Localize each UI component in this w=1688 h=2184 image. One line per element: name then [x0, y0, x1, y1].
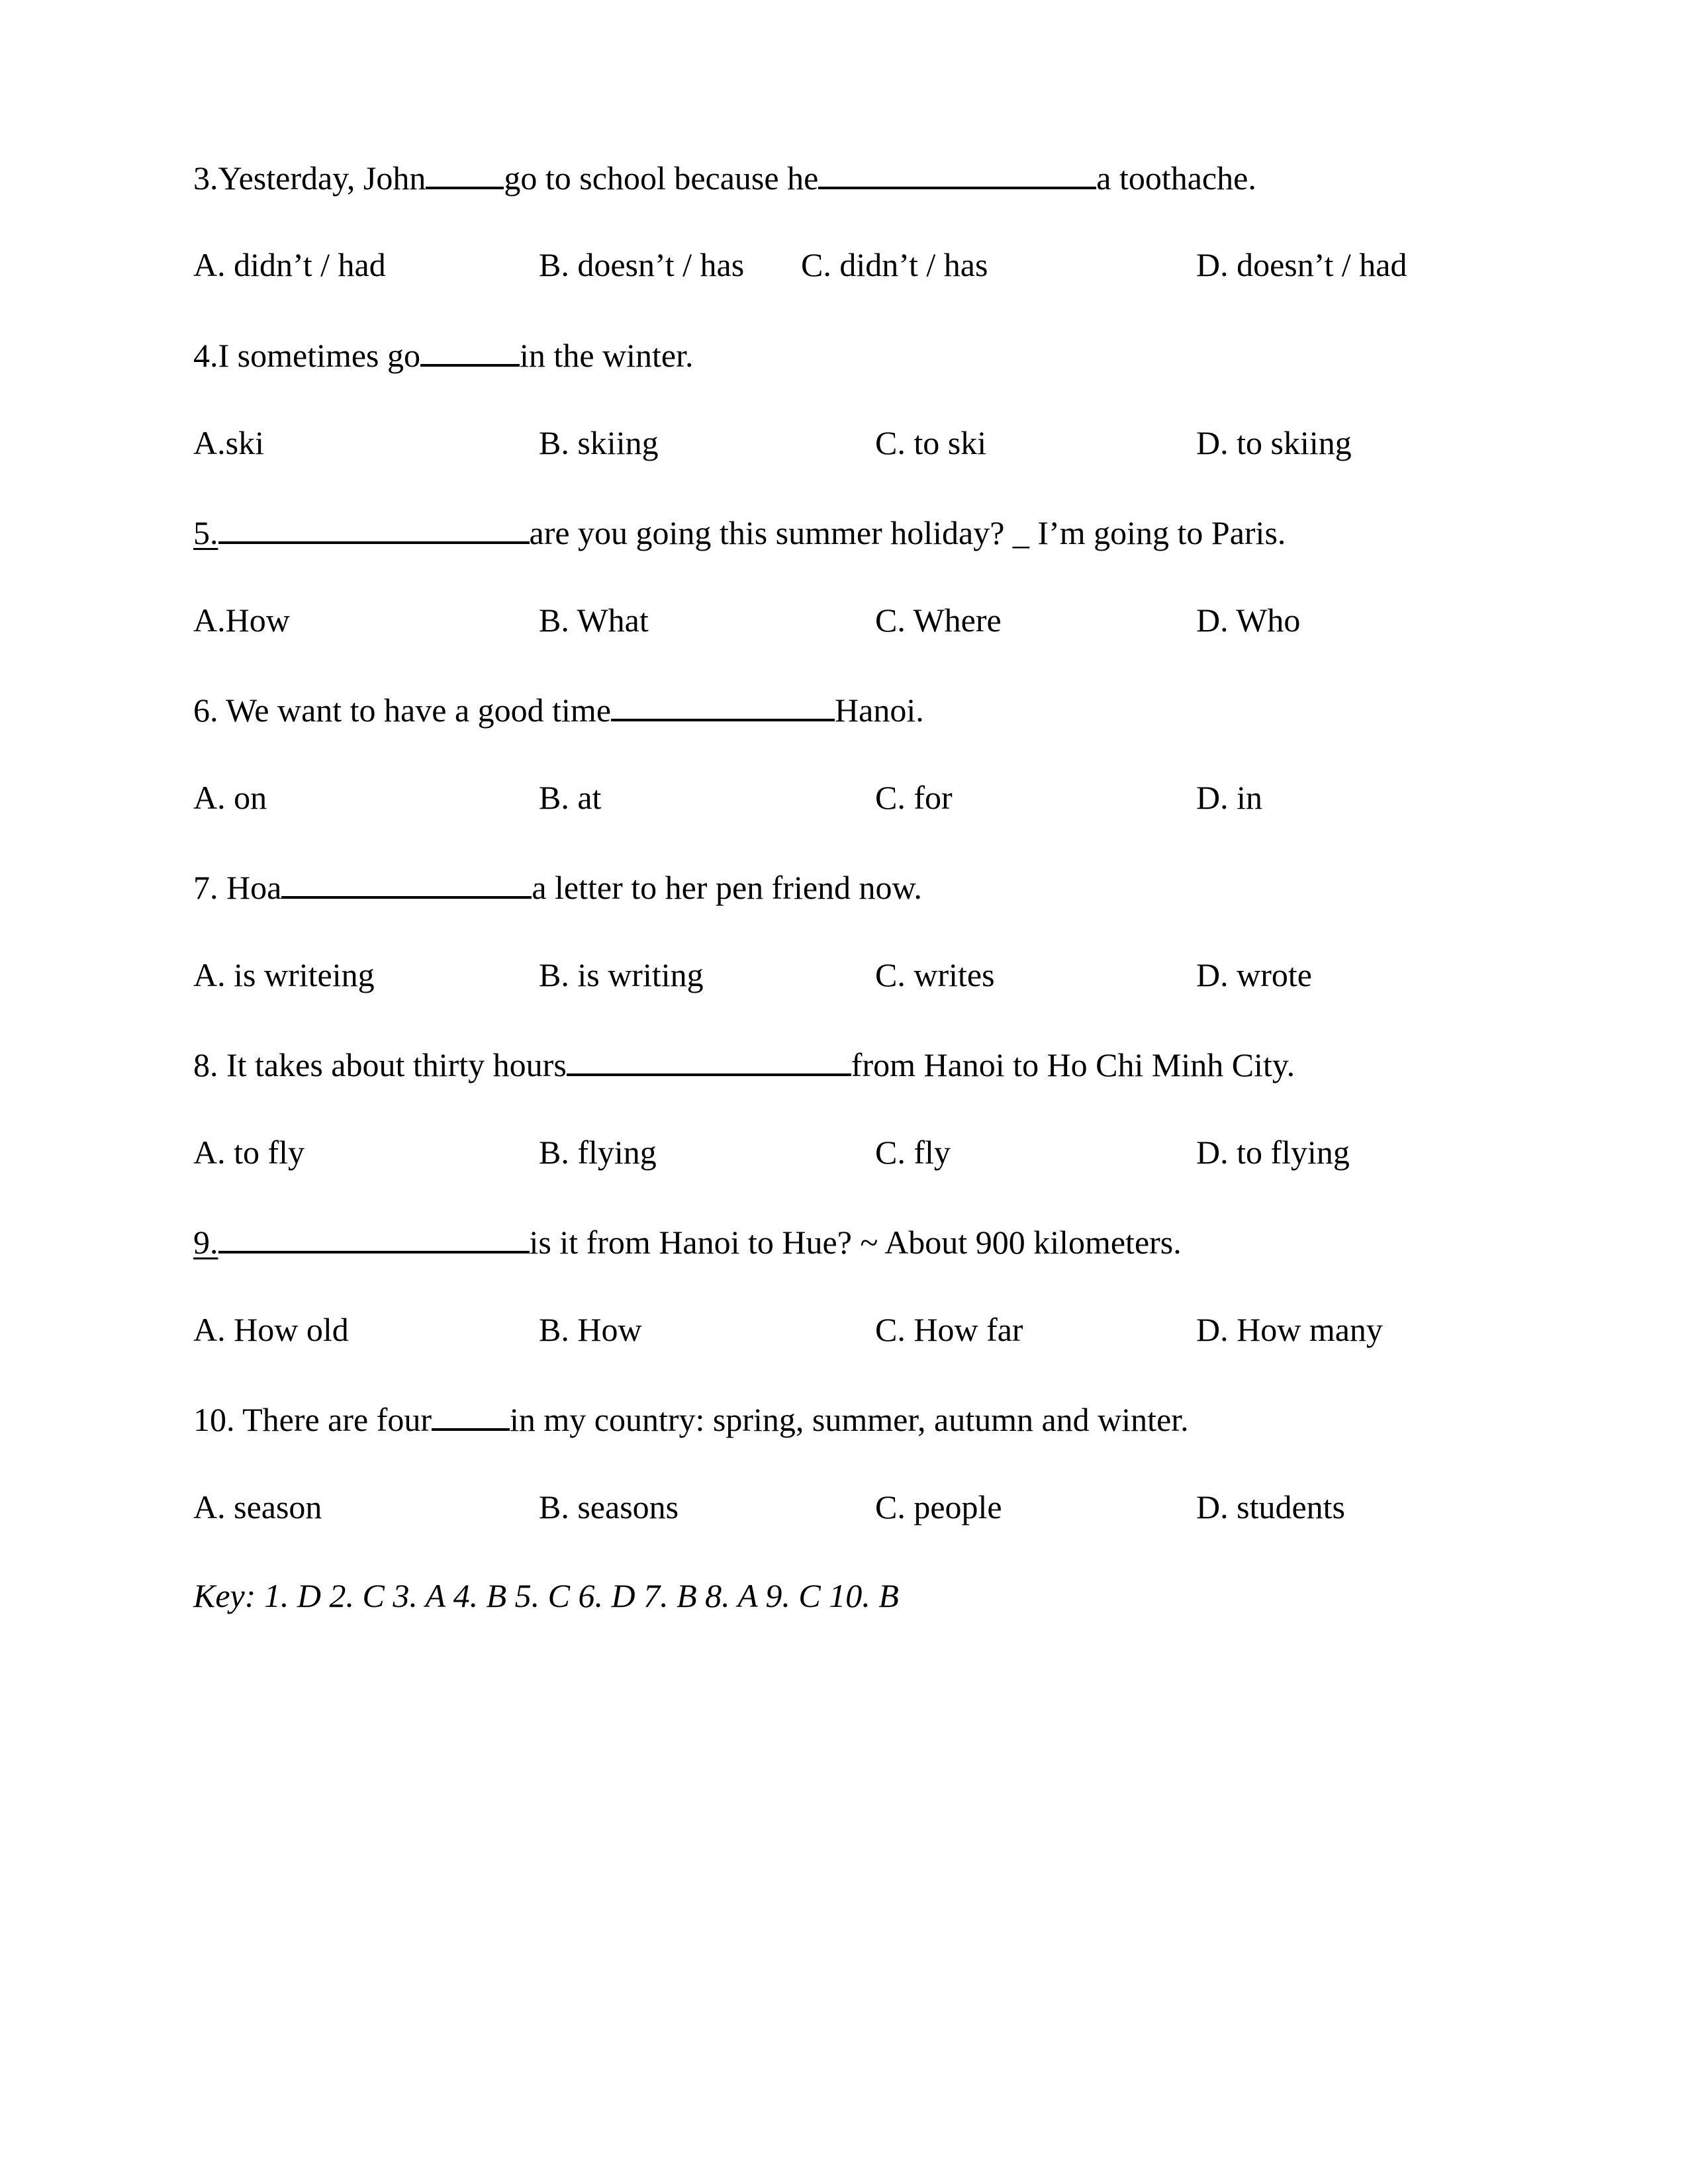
option-d: D. Who — [1196, 602, 1301, 639]
question-10-options — [193, 1484, 1517, 1530]
option-a: A.How — [193, 602, 290, 639]
question-7-text-2: a letter to her pen friend now. — [532, 869, 922, 906]
option-d: D. to flying — [1196, 1134, 1350, 1171]
option-b: B. doesn’t / has — [539, 246, 745, 283]
option-c: C. didn’t / has — [801, 246, 988, 283]
question-3-text-1: 3.Yesterday, John — [193, 159, 426, 197]
option-b: B. is writing — [539, 956, 704, 993]
question-10-text-2: in my country: spring, summer, autumn and winter. — [510, 1401, 1189, 1438]
question-3 — [193, 154, 1517, 200]
option-d: D. in — [1196, 779, 1262, 816]
question-4-text-1: 4.I sometimes go — [193, 337, 421, 374]
option-b: B. What — [539, 602, 649, 639]
answer-blank — [432, 1395, 510, 1431]
question-9-number: 9. — [193, 1224, 218, 1261]
option-b: B. How — [539, 1311, 642, 1348]
question-10 — [193, 1395, 1517, 1441]
question-8-text-1: 8. It takes about thirty hours — [193, 1046, 567, 1083]
option-c: C. writes — [875, 956, 995, 993]
answer-blank — [611, 686, 835, 721]
option-a: A. didn’t / had — [193, 246, 386, 283]
option-d: D. wrote — [1196, 956, 1312, 993]
question-8-text-2: from Hanoi to Ho Chi Minh City. — [851, 1046, 1295, 1083]
question-6 — [193, 686, 1517, 732]
answer-blank — [818, 154, 1096, 189]
answer-blank — [420, 331, 520, 367]
option-a: A. season — [193, 1488, 322, 1525]
option-d: D. to skiing — [1196, 424, 1352, 461]
option-a: A. is writeing — [193, 956, 375, 993]
question-4 — [193, 331, 1517, 377]
option-c: C. for — [875, 779, 953, 816]
question-7-options — [193, 952, 1517, 998]
question-10-text-1: 10. There are four — [193, 1401, 432, 1438]
question-6-text-1: 6. We want to have a good time — [193, 692, 612, 729]
option-b: B. flying — [539, 1134, 657, 1171]
question-7 — [193, 863, 1517, 909]
question-3-options — [193, 242, 1517, 288]
option-c: C. to ski — [875, 424, 987, 461]
option-a: A.ski — [193, 424, 264, 461]
option-d: D. students — [1196, 1488, 1345, 1525]
question-6-text-2: Hanoi. — [835, 692, 924, 729]
question-7-text-1: 7. Hoa — [193, 869, 282, 906]
question-5-text: are you going this summer holiday? _ I’m going to Paris. — [529, 514, 1286, 551]
question-8 — [193, 1040, 1517, 1087]
option-a: A. to fly — [193, 1134, 305, 1171]
option-b: B. skiing — [539, 424, 659, 461]
option-a: A. How old — [193, 1311, 349, 1348]
option-d: D. How many — [1196, 1311, 1383, 1348]
question-3-text-3: a toothache. — [1096, 159, 1256, 197]
answer-blank — [218, 1218, 530, 1253]
question-3-text-2: go to school because he — [504, 159, 819, 197]
question-4-text-2: in the winter. — [520, 337, 694, 374]
answer-blank — [426, 154, 504, 189]
question-9-options — [193, 1306, 1517, 1353]
option-c: C. How far — [875, 1311, 1023, 1348]
option-c: C. people — [875, 1488, 1002, 1525]
option-b: B. seasons — [539, 1488, 679, 1525]
question-9-text: is it from Hanoi to Hue? ~ About 900 kilometers. — [529, 1224, 1182, 1261]
question-8-options — [193, 1129, 1517, 1175]
answer-blank — [281, 863, 532, 899]
option-c: C. Where — [875, 602, 1002, 639]
question-6-options — [193, 774, 1517, 821]
option-c: C. fly — [875, 1134, 951, 1171]
question-4-options — [193, 420, 1517, 466]
option-a: A. on — [193, 779, 267, 816]
question-9 — [193, 1218, 1517, 1264]
question-5-options — [193, 597, 1517, 643]
answer-blank — [567, 1040, 851, 1076]
question-5-number: 5. — [193, 514, 218, 551]
option-b: B. at — [539, 779, 602, 816]
option-d: D. doesn’t / had — [1196, 246, 1407, 283]
answer-key: Key: 1. D 2. C 3. A 4. B 5. C 6. D 7. B 8. A 9. C 10. B — [193, 1577, 899, 1614]
answer-blank — [218, 508, 530, 544]
question-5 — [193, 508, 1517, 555]
